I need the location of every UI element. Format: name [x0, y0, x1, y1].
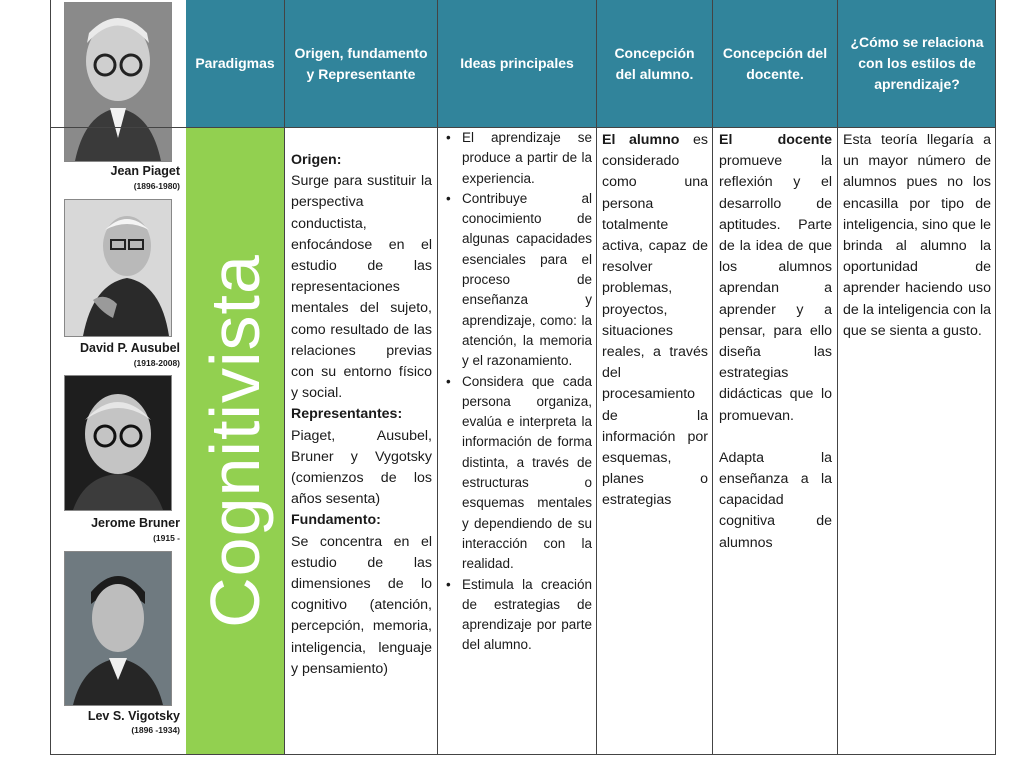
person-dates: (1896 -1934) — [131, 725, 180, 735]
grid-line — [50, 0, 51, 755]
docente-bold: El docente — [719, 132, 832, 148]
header-alumno-label: Concepción del alumno. — [614, 44, 695, 82]
list-item: • El aprendizaje se produce a partir de la experiencia. — [462, 128, 592, 189]
header-ideas-label: Ideas principales — [460, 55, 574, 71]
origen-cell — [291, 150, 432, 680]
header-alumno — [597, 0, 712, 127]
grid-line — [712, 0, 713, 755]
person-name: Lev S. Vigotsky — [87, 709, 180, 723]
person-dates: (1915 - — [153, 533, 180, 543]
list-item: • Estimula la creación de estrategias de aprendizaje por parte del alumno. — [462, 575, 592, 656]
docente-cell — [719, 130, 832, 554]
header-paradigmas-label: Paradigmas — [195, 55, 275, 71]
list-item: • Considera que cada persona organiza, evalúa e interpreta la información de forma distinta, a través de estructuras o esquemas mentales y dependiendo de su interacción con la realidad. — [462, 372, 592, 575]
grid-line — [596, 0, 597, 755]
header-origen — [285, 0, 437, 127]
person-name: Jerome Bruner — [91, 516, 180, 530]
estilos-cell — [843, 130, 991, 342]
docente-text: promueve la reflexión y el desarrollo de aptitudes. Parte de la idea de que los alumnos aprendan a aprender y a pensar, para ello diseña las estrategias didácticas que lo promuevan. — [719, 153, 832, 424]
origen-label: Origen: — [291, 152, 342, 168]
person-name: Jean Piaget — [110, 164, 180, 178]
docente-text-2: Adapta la enseñanza a la capacidad cognitiva de alumnos — [719, 449, 832, 551]
paradigm-cell — [186, 127, 284, 755]
alumno-bold: El alumno — [602, 132, 680, 148]
fundamento-text: Se concentra en el estudio de las dimensiones de lo cognitivo (atención, percepción, memoria, inteligencia, lenguaje y pensamiento) — [291, 533, 432, 677]
person-dates: (1918-2008) — [133, 358, 180, 368]
origen-text: Surge para sustituir la perspectiva conductista, enfocándose en el estudio de las representaciones mentales del sujeto, como resultado de las relaciones previas con su entorno físico y social. — [291, 173, 432, 402]
grid-line — [837, 0, 838, 755]
grid-line — [50, 754, 996, 755]
alumno-cell — [602, 130, 708, 512]
grid-line — [437, 0, 438, 755]
header-docente-label: Concepción del docente. — [722, 44, 828, 82]
portrait-ausubel — [64, 199, 172, 337]
grid-line — [50, 127, 996, 128]
representantes-text: Piaget, Ausubel, Bruner y Vygotsky (comienzos de los años sesenta) — [291, 427, 432, 508]
fundamento-label: Fundamento: — [291, 512, 381, 529]
header-origen-label: Origen, fundamento y Representante — [294, 44, 428, 82]
portrait-vigotsky — [64, 551, 172, 706]
header-paradigmas — [186, 0, 284, 127]
ideas-cell — [442, 128, 592, 656]
paradigm-label: Cognitivista — [196, 254, 274, 628]
estilos-text: Esta teoría llegaría a un mayor número de alumnos pues no los encasilla por tipo de inteligencia, sino que le brinda al alumno la oportunidad de aprender haciendo uso de la inteligencia con la que se sienta a gusto. — [843, 132, 991, 339]
header-estilos-label: ¿Cómo se relaciona con los estilos de aprendizaje? — [850, 34, 984, 92]
person-name: David P. Ausubel — [79, 341, 180, 355]
alumno-text: es considerado como una persona totalmente activa, capaz de resolver problemas, proyectos, situaciones reales, a través del procesamiento de la información por esquemas, planes o estrategias — [602, 132, 708, 509]
comparison-table — [50, 0, 996, 755]
photo-column — [50, 0, 186, 755]
grid-line — [995, 0, 996, 755]
header-ideas — [438, 0, 596, 127]
grid-line — [284, 0, 285, 755]
header-estilos — [838, 0, 996, 127]
list-item: • Contribuye al conocimiento de algunas capacidades esenciales para el proceso de enseñanza y aprendizaje, como: la atención, la memoria y el razonamiento. — [462, 189, 592, 372]
portrait-piaget — [64, 2, 172, 162]
header-docente — [713, 0, 837, 127]
portrait-bruner — [64, 375, 172, 511]
person-dates: (1896-1980) — [133, 181, 180, 191]
representantes-label: Representantes: — [291, 406, 403, 423]
